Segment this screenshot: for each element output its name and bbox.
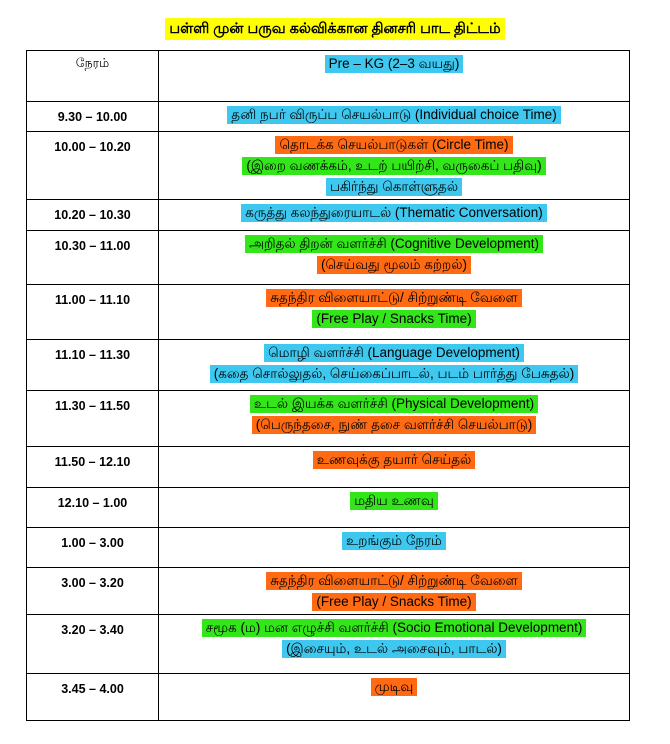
activity-line [159, 344, 629, 364]
activity-label: சுதந்திர விளையாட்டு/ சிற்றுண்டி வேளை [266, 289, 521, 307]
activity-line [159, 640, 629, 660]
activity-label: (இறை வணக்கம், உடற் பயிற்சி, வருகைப் பதிவு) [242, 157, 545, 175]
activity-cell [159, 674, 630, 721]
time-cell: 11.00 – 11.10 [27, 285, 159, 340]
activity-label: (Free Play / Snacks Time) [312, 593, 475, 611]
activity-label: (Free Play / Snacks Time) [312, 310, 475, 328]
activity-cell [159, 528, 630, 568]
time-cell: 10.00 – 10.20 [27, 132, 159, 200]
activity-line [159, 572, 629, 592]
activity-label: தனி நபர் விருப்ப செயல்பாடு (Individual choice Time) [227, 106, 560, 124]
time-cell: 12.10 – 1.00 [27, 488, 159, 528]
activity-label: உடல் இயக்க வளர்ச்சி (Physical Development) [250, 395, 538, 413]
activity-line [159, 451, 629, 471]
activity-cell [159, 391, 630, 447]
table-row [27, 200, 630, 231]
activity-line [159, 204, 629, 224]
activity-line [159, 106, 629, 126]
table-row [27, 528, 630, 568]
table-row [27, 674, 630, 721]
activity-line [159, 492, 629, 512]
activity-line [159, 136, 629, 156]
activity-line [159, 365, 629, 385]
activity-cell [159, 231, 630, 285]
time-cell: 11.10 – 11.30 [27, 340, 159, 391]
time-cell: 3.00 – 3.20 [27, 568, 159, 615]
time-cell: 3.20 – 3.40 [27, 615, 159, 674]
activity-label: Pre – KG (2–3 வயது) [325, 55, 464, 73]
table-row [27, 231, 630, 285]
activity-label: சமூக (ம) மன எழுச்சி வளர்ச்சி (Socio Emotional Development) [202, 619, 587, 637]
activity-line [159, 619, 629, 639]
activity-label: முடிவு [371, 678, 418, 696]
activity-label: மதிய உணவு [350, 492, 438, 510]
activity-line [159, 416, 629, 436]
activity-line [159, 157, 629, 177]
table-row [27, 488, 630, 528]
time-column-header: நேரம் [27, 51, 159, 102]
activity-label: பகிர்ந்து கொள்ளுதல் [326, 178, 462, 196]
activity-label: சுதந்திர விளையாட்டு/ சிற்றுண்டி வேளை [266, 572, 521, 590]
activity-cell [159, 488, 630, 528]
activity-label: (செய்வது மூலம் கற்றல்) [317, 256, 471, 274]
title-wrapper [0, 18, 670, 40]
activity-label: உணவுக்கு தயார் செய்தல் [313, 451, 475, 469]
time-cell: 9.30 – 10.00 [27, 102, 159, 132]
time-cell: 11.50 – 12.10 [27, 447, 159, 488]
activity-line [159, 235, 629, 255]
activity-line [159, 178, 629, 198]
table-row [27, 285, 630, 340]
table-header-row [27, 51, 630, 102]
activity-cell [159, 285, 630, 340]
activity-cell [159, 340, 630, 391]
activity-line [159, 310, 629, 330]
schedule-body [27, 51, 630, 721]
activity-label: உறங்கும் நேரம் [342, 532, 446, 550]
table-row [27, 102, 630, 132]
activity-cell [159, 132, 630, 200]
table-row [27, 340, 630, 391]
activity-line [159, 395, 629, 415]
page-title: பள்ளி முன் பருவ கல்விக்கான தினசரி பாட திட்டம் [165, 18, 504, 40]
time-cell: 3.45 – 4.00 [27, 674, 159, 721]
activity-label: மொழி வளர்ச்சி (Language Development) [264, 344, 524, 362]
table-row [27, 568, 630, 615]
activity-line [159, 532, 629, 552]
activity-line [159, 55, 629, 75]
time-cell: 11.30 – 11.50 [27, 391, 159, 447]
time-cell: 10.20 – 10.30 [27, 200, 159, 231]
activity-line [159, 256, 629, 276]
activity-label: கருத்து கலந்துரையாடல் (Thematic Conversation) [241, 204, 547, 222]
time-cell: 1.00 – 3.00 [27, 528, 159, 568]
table-row [27, 447, 630, 488]
table-row [27, 391, 630, 447]
activity-column-header [159, 51, 630, 102]
activity-line [159, 289, 629, 309]
time-cell: 10.30 – 11.00 [27, 231, 159, 285]
activity-label: (கதை சொல்லுதல், செய்கைப்பாடல், படம் பார்த்து பேசுதல்) [210, 365, 578, 383]
activity-cell [159, 568, 630, 615]
schedule-table [26, 50, 630, 721]
activity-cell [159, 102, 630, 132]
activity-label: தொடக்க செயல்பாடுகள் (Circle Time) [275, 136, 512, 154]
activity-cell [159, 615, 630, 674]
activity-line [159, 678, 629, 698]
table-row [27, 615, 630, 674]
activity-label: (இசையும், உடல் அசைவும், பாடல்) [282, 640, 506, 658]
activity-cell [159, 447, 630, 488]
table-row [27, 132, 630, 200]
activity-label: அறிதல் திறன் வளர்ச்சி (Cognitive Development) [245, 235, 543, 253]
activity-line [159, 593, 629, 613]
activity-cell [159, 200, 630, 231]
activity-label: (பெருந்தசை, நுண் தசை வளர்ச்சி செயல்பாடு) [252, 416, 537, 434]
